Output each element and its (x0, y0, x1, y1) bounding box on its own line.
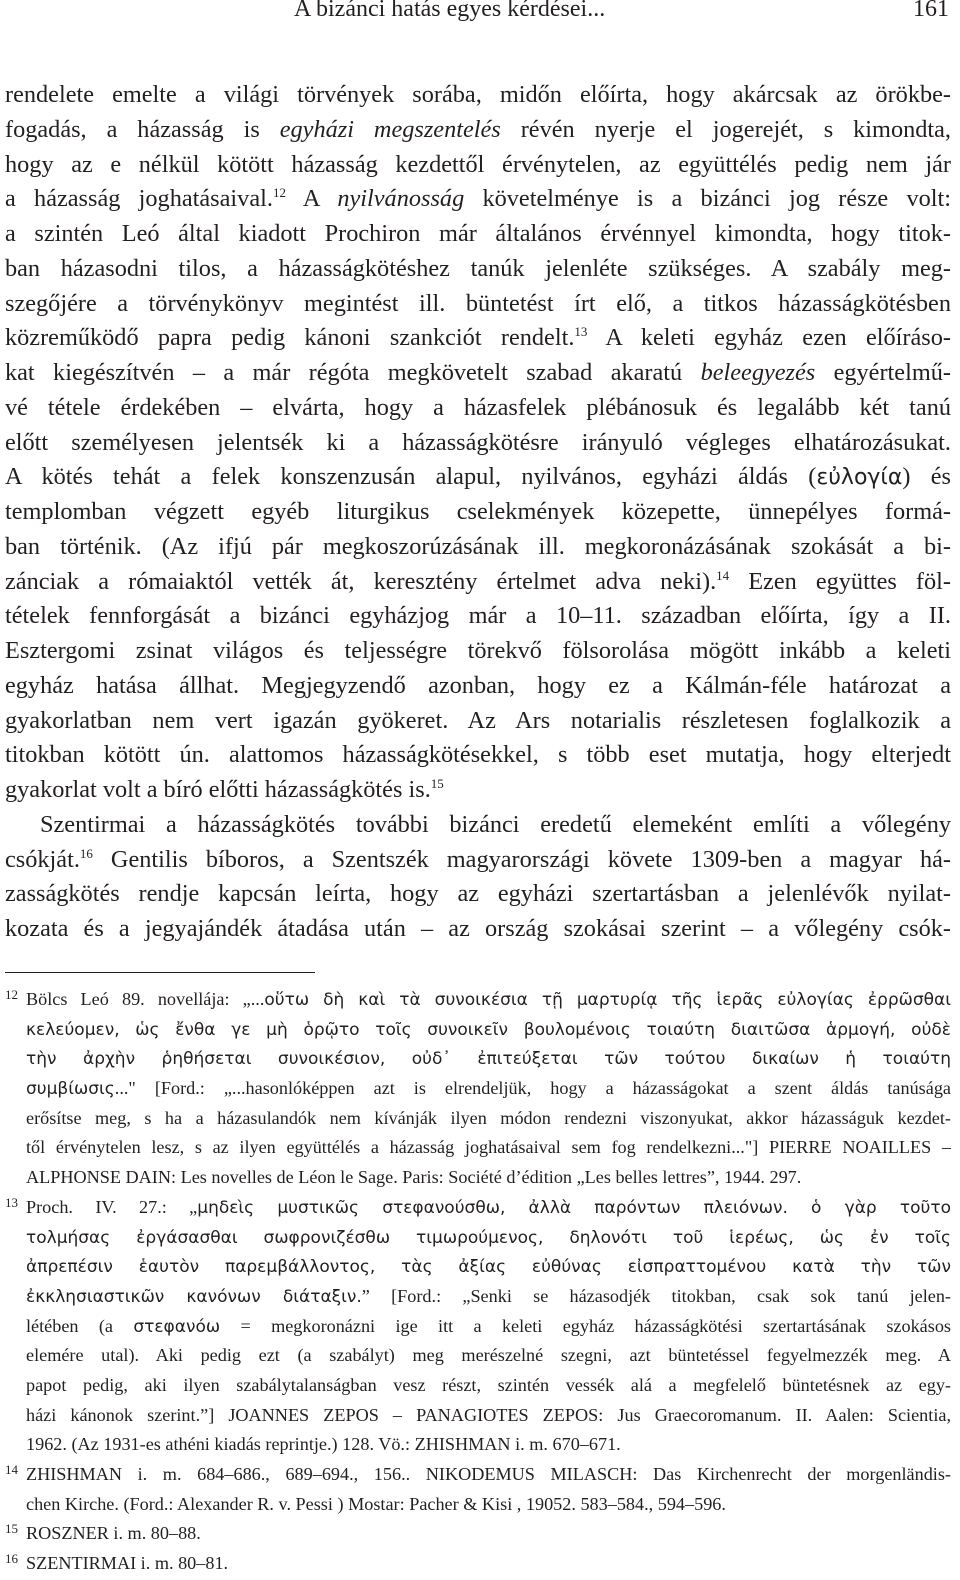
footnote-12 (5, 985, 951, 1193)
footnote-line: Proch. IV. 27.: „μηδεὶς μυστικῶς στεφανούσθω, ἀλλὰ παρόντων πλειόνων. ὁ γὰρ τοῦτο (26, 1196, 951, 1218)
text-line: Esztergomi zsinat világos és teljességre törekvő fölsorolása mögött inkább a keleti (5, 637, 951, 664)
paragraph-2 (5, 808, 951, 947)
footnote-ref[interactable]: 16 (79, 845, 93, 861)
greek-quote: ἀπρεπέσιν ἑαυτὸν παρεμβάλλοντος, τὰς ἀξίας εὐθύνας εἰσπραττομένου κατὰ τὴν τῶν (26, 1257, 951, 1278)
footnote-line: erősítse meg, s ha a házasulandók nem kívánják ilyen módon rendezni viszonyukat, akkor házasságuk kezdet- (26, 1107, 951, 1128)
footnote-ref[interactable]: 14 (716, 567, 730, 583)
footnote-line: ROSZNER i. m. 80–88. (26, 1523, 201, 1544)
text-line: egyház hatása állhat. Megjegyzendő azonban, hogy ez a Kálmán-féle határozat a (5, 671, 951, 699)
text-line: tételek fennforgását a bizánci egyházjog már a 10–11. században előírta, így a II. (5, 602, 951, 630)
greek-quote: κελεύομεν, ὡς ἔνθα γε μὴ ὁρῷτο τοῖς συνοικεῖν βουλομένοις τοιαύτη διαιτῶσα ἁρμογή, οὐδὲ (26, 1019, 951, 1040)
emphasis: nyilvánosság (337, 185, 465, 213)
text-line: rendelete emelte a világi törvények sorába, midőn előírta, hogy akárcsak az örökbe- (5, 81, 951, 108)
text-line: A kötés tehát a felek konszenzusán alapul, nyilvános, egyházi áldás (εὐλογία) és (5, 463, 951, 491)
text-line: kat kiegészítvén – a már régóta megkövetelt szabad akaratú beleegyezés egyértelmű- (5, 359, 951, 386)
text-line: zánciak a rómaiaktól vették át, keresztény értelmet adva neki).$^{14}$ Ezen együttes föl- (5, 567, 951, 595)
text-line: a házasság joghatásaival.$^{12}$ A nyilvánosság követelménye is a bizánci jog része volt: (5, 185, 952, 213)
footnote-ref[interactable]: 15 (430, 776, 444, 791)
running-title: A bizánci hatás egyes kérdései... (294, 0, 606, 22)
footnote-number: 14 (5, 1462, 18, 1477)
page-number: 161 (913, 0, 949, 22)
footnote-15 (5, 1519, 951, 1549)
paragraph-1 (5, 78, 951, 808)
footnote-16 (5, 1549, 951, 1579)
footnote-line: SZENTIRMAI i. m. 80–81. (26, 1553, 229, 1574)
text-line: a szintén Leó által kiadott Prochiron már általános érvénnyel kimondta, hogy titok- (5, 220, 951, 247)
body-text (5, 78, 951, 947)
footnote-14 (5, 1460, 951, 1519)
greek-term: στεφανόω (133, 1316, 221, 1337)
footnote-number: 15 (5, 1521, 18, 1537)
greek-quote: μηδεὶς μυστικῶς στεφανούσθω, ἀλλὰ παρόντων πλειόνων. ὁ γὰρ τοῦτο (197, 1197, 951, 1218)
greek-quote: τὴν ἀρχὴν ῥηθήσεται συνοικέσιον, οὐδ᾽ ἐπιτεύξεται τῶν τούτου δικαίων ἡ τοιαύτη (26, 1049, 951, 1070)
greek-term: εὐλογία (816, 465, 903, 491)
text-line: titokban kötött ún. alattomos házasságkötésekkel, s több eset mutatja, hogy elterjedt (5, 741, 951, 769)
text-line: vé tétele érdekében – elvárta, hogy a házasfelek plébánosuk és legalább két tanú (5, 393, 951, 421)
text-line: gyakorlatban nem vert igazán gyökeret. Az Ars notarialis részletesen foglalkozik a (5, 706, 951, 734)
text-line: csókját.$^{16}$ Gentilis bíboros, a Szentszék magyarországi követe 1309-ben a magyar há- (5, 845, 951, 873)
footnotes (5, 985, 951, 1579)
greek-quote: τολμήσας ἐργάσασθαι σωφρονιζέσθω τιμωρούμενος, δηλονότι τοῦ ἱερέως, ὡς ἐν τοῖς (26, 1227, 951, 1248)
footnote-line: ZHISHMAN i. m. 684–686., 689–694., 156.. NIKODEMUS MILASCH: Das Kirchenrecht der morgenländis- (26, 1464, 951, 1484)
footnote-line: től érvénytelen lesz, s az ilyen együttélés a házasság joghatásaival sem fog rendelkezni..."] PIERRE NOAILLES – (26, 1137, 951, 1158)
footnote-line: chen Kirche. (Ford.: Alexander R. v. Pessi ) Mostar: Pacher & Kisi , 19052. 583–584., 594–596. (26, 1493, 726, 1514)
footnote-line: elemére utal). Aki pedig ezt (a szabályt) meg merészelné szegni, azt büntetéssel fegyelmezzék meg. A (26, 1345, 951, 1366)
footnote-number: 12 (5, 987, 18, 1002)
text-line: közreműködő papra pedig kánoni szankciót rendelt.$^{13}$ A keleti egyház ezen előíráso- (5, 324, 951, 352)
greek-quote: συμβίωσις (26, 1079, 115, 1100)
text-line: Szentirmai a házasságkötés további bizánci eredetű elemeként említi a vőlegény (40, 810, 951, 838)
text-line: ban történik. (Az ifjú pár megkoszorúzásának ill. megkoronázásának szokását a bi- (5, 532, 951, 560)
footnote-line: létében (a στεφανόω = megkoronázni ige itt a keleti egyház házasságkötési szertartásának szokásos (26, 1315, 951, 1337)
footnote-line (26, 1015, 951, 1045)
text-line: gyakorlat volt a bíró előtti házasságkötés is.$^{15}$ (5, 776, 444, 803)
footnote-line (26, 1252, 951, 1282)
emphasis: egyházi megszentelés (279, 115, 501, 143)
footnote-number: 13 (5, 1194, 18, 1210)
text-line: fogadás, a házasság is egyházi megszentelés révén nyerje el jogerejét, s kimondta, (5, 115, 951, 143)
text-line: templomban végzett egyéb liturgikus cselekmények közepette, ünnepélyes formá- (5, 498, 951, 525)
text-line: hogy az e nélkül kötött házasság kezdettől érvénytelen, az együttélés pedig nem jár (5, 150, 951, 178)
footnote-ref[interactable]: 13 (574, 324, 588, 340)
footnote-line (26, 1223, 951, 1253)
emphasis: beleegyezés (700, 359, 816, 386)
footnote-13 (5, 1193, 951, 1460)
footnote-line: 1962. (Az 1931-es athéni kiadás reprintje.) 128. Vö.: ZHISHMAN i. m. 670–671. (26, 1434, 621, 1455)
text-line: ban házasodni tilos, a házasságkötéshez tanúk jelenléte szükséges. A szabály meg- (5, 254, 951, 282)
footnote-line: ἐκκλησιαστικῶν κανόνων διάταξιν.” [Ford.: „Senki se házasodjék titokban, csak sok tanú jelen- (26, 1285, 951, 1307)
footnote-line: házi kánonok szerint.”] JOANNES ZEPOS – PANAGIOTES ZEPOS: Jus Graecoromanum. II. Aalen: Scientia, (26, 1404, 951, 1425)
footnote-ref[interactable]: 12 (272, 185, 286, 201)
greek-quote: ἐκκλησιαστικῶν κανόνων διάταξιν. (26, 1286, 362, 1307)
text-line: előtt személyesen jelentsék ki a házasságkötésre irányuló végleges elhatározásukat. (5, 428, 951, 456)
text-line: zasságkötés rendje kapcsán leírta, hogy az egyházi szertartásban a jelenlévők nyilat- (5, 880, 951, 908)
footnote-line: papot pedig, aki ilyen szabálytalanságban vesz részt, szintén vessék alá a megfelelő büntetésnek az egy- (26, 1374, 951, 1395)
text-line: kozata és a jegyajándék átadása után – az ország szokásai szerint – a vőlegény csók- (5, 915, 951, 942)
footnote-line: ALPHONSE DAIN: Les novelles de Léon le Sage. Paris: Société d’édition „Les belles lettres”, 1944. 297. (26, 1167, 802, 1188)
greek-quote: οὕτω δὴ καὶ τὰ συνοικέσια τῇ μαρτυρίᾳ τῆς ἱερᾶς εὐλογίας ἐρρῶσθαι (264, 990, 951, 1010)
footnote-line: Bölcs Leó 89. novellája: „...οὕτω δὴ καὶ τὰ συνοικέσια τῇ μαρτυρίᾳ τῆς ἱερᾶς εὐλογίας ἐρρῶσθαι (26, 989, 951, 1010)
footnote-number: 16 (5, 1551, 18, 1567)
footnote-line (26, 1044, 951, 1074)
footnote-separator (5, 972, 315, 973)
footnote-line: συμβίωσις..." [Ford.: „...hasonlóképpen azt is elrendeljük, hogy a házasságokat a szent áldás tanúsága (26, 1078, 951, 1100)
page-header (0, 0, 960, 30)
text-line: szegőjére a törvénykönyv megintést ill. büntetést írt elő, a titkos házasságkötésben (5, 289, 951, 317)
